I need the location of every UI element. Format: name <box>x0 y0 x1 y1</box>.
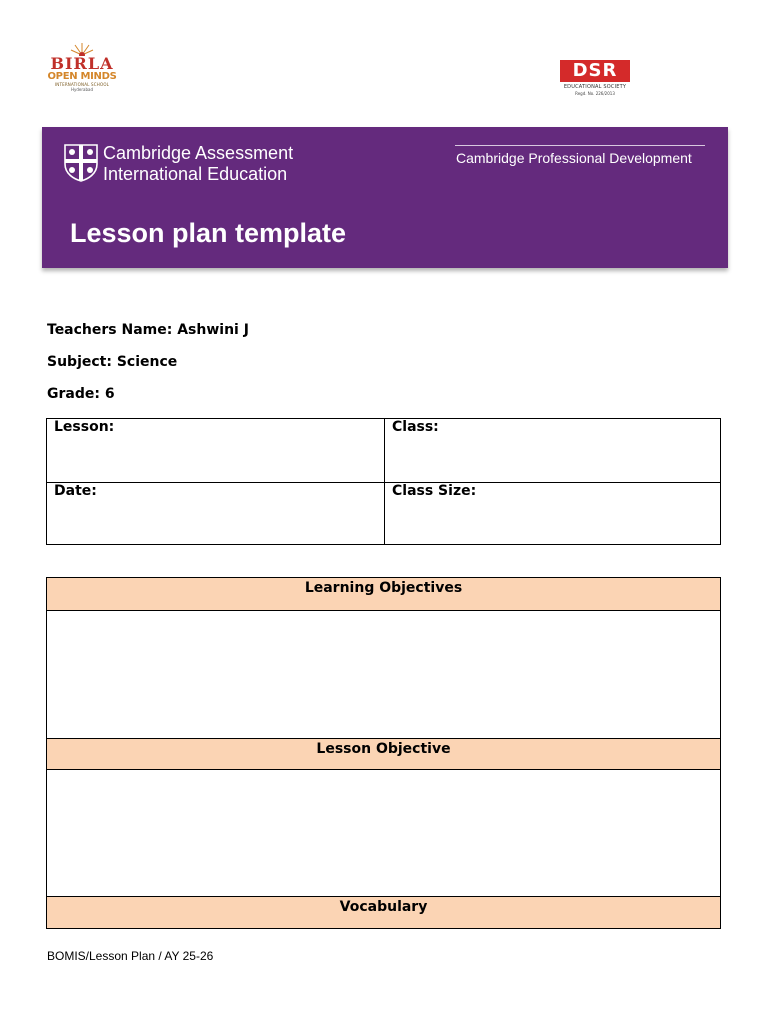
birla-open-minds-logo <box>44 42 120 102</box>
class-size-cell[interactable] <box>385 483 721 545</box>
lesson-cell[interactable] <box>47 419 384 482</box>
class-size-label: Class Size: <box>392 483 477 499</box>
lesson-details-table <box>46 418 721 545</box>
lesson-label: Lesson: <box>54 419 115 435</box>
teacher-name: Teachers Name: Ashwini J <box>47 322 249 338</box>
cpd-label: Cambridge Professional Development <box>456 150 692 166</box>
lesson-objective-body[interactable] <box>47 770 720 896</box>
birla-logo-line1: BIRLA <box>50 54 114 73</box>
page-title: Lesson plan template <box>70 218 347 248</box>
lesson-objective-header: Lesson Objective <box>47 739 720 769</box>
learning-objectives-header: Learning Objectives <box>47 578 720 610</box>
birla-logo-line2: OPEN MINDS <box>47 71 117 82</box>
grade: Grade: 6 <box>47 386 115 402</box>
date-cell[interactable] <box>47 483 384 545</box>
dsr-logo <box>556 60 634 102</box>
learning-objectives-body[interactable] <box>47 611 720 738</box>
dsr-logo-mark: DSR <box>560 60 630 82</box>
class-label: Class: <box>392 419 439 435</box>
objectives-table <box>46 577 721 929</box>
subject: Subject: Science <box>47 354 178 370</box>
vocabulary-header: Vocabulary <box>47 897 720 928</box>
organization-name-line2: International Education <box>103 164 288 184</box>
organization-name-line1: Cambridge Assessment <box>103 143 294 163</box>
cpd-divider <box>455 145 705 146</box>
class-cell[interactable] <box>385 419 721 482</box>
date-label: Date: <box>54 483 97 499</box>
birla-logo-line4: Hyderabad <box>71 87 93 92</box>
birla-logo-line3: INTERNATIONAL SCHOOL <box>54 82 110 87</box>
dsr-logo-subtitle: EDUCATIONAL SOCIETY <box>563 84 627 90</box>
footer-text: BOMIS/Lesson Plan / AY 25-26 <box>47 949 214 963</box>
header-banner <box>42 127 728 268</box>
cambridge-shield-icon <box>64 144 98 182</box>
dsr-logo-registration: Regd. No. 226/2013 <box>575 91 615 96</box>
